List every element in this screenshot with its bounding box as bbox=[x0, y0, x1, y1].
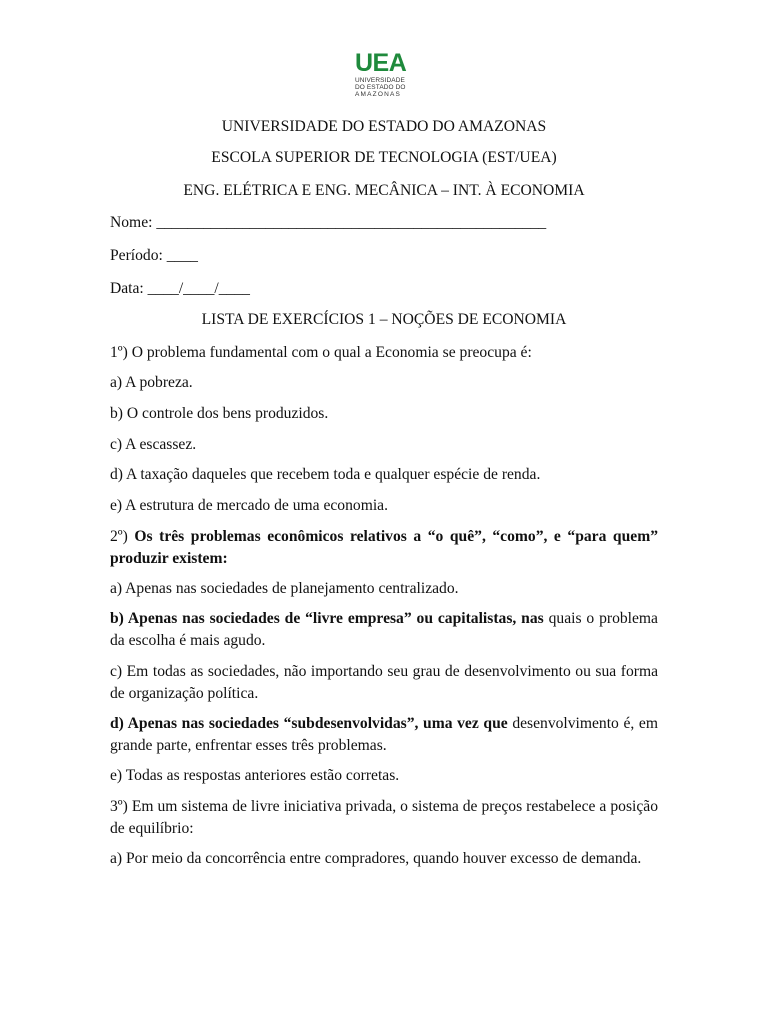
question-2-option-d bbox=[110, 713, 658, 757]
question-2-option-d-bold: d) Apenas nas sociedades “subdesenvolvidas”, uma vez que bbox=[110, 715, 508, 732]
question-1-option-d: d) A taxação daqueles que recebem toda e qualquer espécie de renda. bbox=[110, 466, 541, 483]
question-1-option-b: b) O controle dos bens produzidos. bbox=[110, 405, 329, 422]
question-2-option-b-bold: b) Apenas nas sociedades de “livre empresa” ou capitalistas, nas bbox=[110, 610, 544, 627]
question-2-stem-text: Os três problemas econômicos relativos a “o quê”, “como”, e “para quem” produzir existem: bbox=[110, 528, 658, 567]
question-1-option-c: c) A escassez. bbox=[110, 436, 197, 453]
name-field: Nome: __________________________________________________ bbox=[110, 214, 547, 231]
question-3-option-a: a) Por meio da concorrência entre compradores, quando houver excesso de demanda. bbox=[110, 850, 642, 867]
question-2-option-b bbox=[110, 608, 658, 652]
uea-logo-line-2: DO ESTADO DO bbox=[355, 84, 406, 92]
uea-logo-line-1: UNIVERSIDADE bbox=[355, 77, 405, 84]
question-3-stem: 3º) Em um sistema de livre iniciativa privada, o sistema de preços restabelece a posição de equilíbrio: bbox=[110, 798, 658, 837]
date-field: Data: ____/____/____ bbox=[110, 280, 250, 297]
uea-logo bbox=[355, 49, 425, 106]
uea-logo-text: UEA bbox=[355, 49, 407, 77]
question-1-option-e: e) A estrutura de mercado de uma economia. bbox=[110, 497, 388, 514]
question-1-option-a: a) A pobreza. bbox=[110, 374, 193, 391]
period-field: Período: ____ bbox=[110, 247, 198, 264]
question-2-option-a: a) Apenas nas sociedades de planejamento centralizado. bbox=[110, 580, 459, 597]
list-title: LISTA DE EXERCÍCIOS 1 – NOÇÕES DE ECONOMIA bbox=[201, 311, 567, 328]
question-2-number: 2º) bbox=[110, 528, 128, 545]
uea-logo-subtitle bbox=[355, 77, 425, 99]
question-2-stem bbox=[110, 526, 658, 570]
question-2-option-e: e) Todas as respostas anteriores estão corretas. bbox=[110, 767, 400, 784]
school-name: ESCOLA SUPERIOR DE TECNOLOGIA (EST/UEA) bbox=[211, 149, 557, 166]
question-1-stem: 1º) O problema fundamental com o qual a Economia se preocupa é: bbox=[110, 344, 532, 361]
question-2-option-c: c) Em todas as sociedades, não importando seu grau de desenvolvimento ou sua forma de organização política. bbox=[110, 663, 658, 702]
uea-logo-line-3: AMAZONAS bbox=[355, 91, 402, 99]
course-name: ENG. ELÉTRICA E ENG. MECÂNICA – INT. À ECONOMIA bbox=[183, 182, 585, 199]
question-2-option-d-rest: desenvolvimento é, em grande parte, enfrentar esses três problemas. bbox=[110, 715, 658, 754]
university-name: UNIVERSIDADE DO ESTADO DO AMAZONAS bbox=[221, 118, 547, 135]
question-2-option-b-rest: quais o problema da escolha é mais agudo. bbox=[110, 610, 658, 649]
